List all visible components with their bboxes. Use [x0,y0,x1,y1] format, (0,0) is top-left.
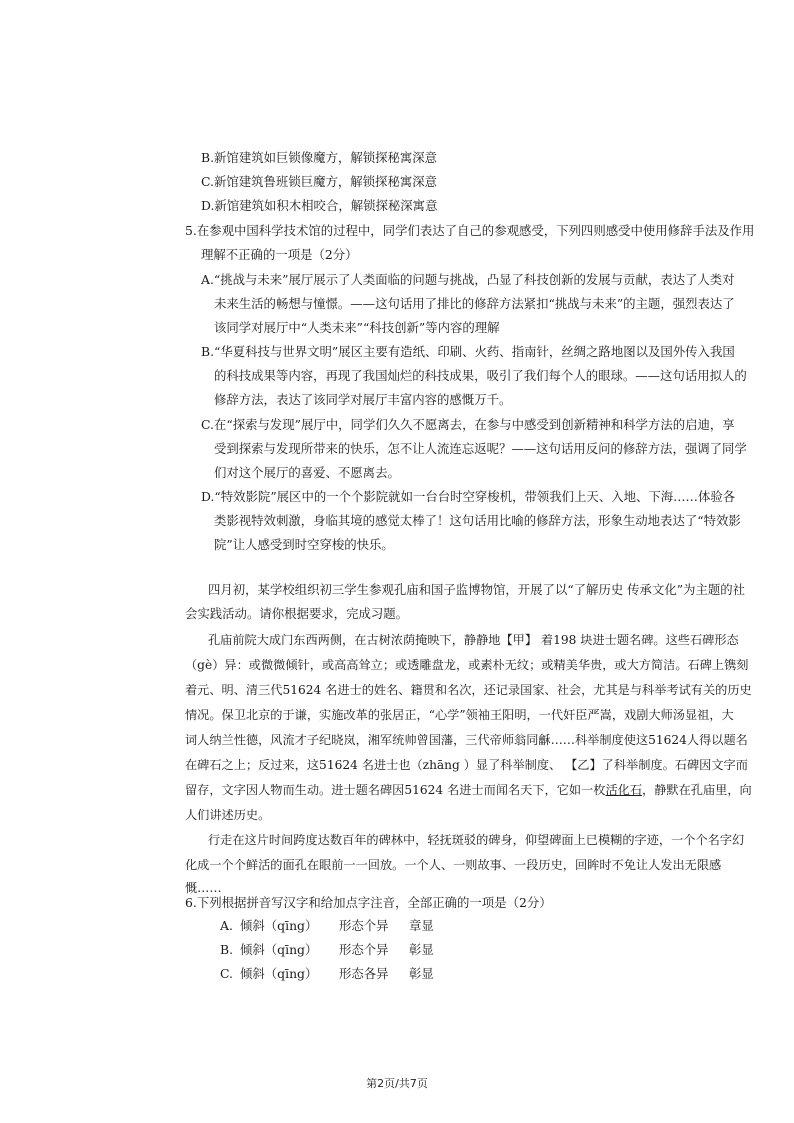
passage-line-4: 情况。保卫北京的于谦，实施改革的张居正，“心学”领袖王阳明，一代奸臣严嵩，戏剧大师汤显祖，大 [185,708,734,722]
passage-line-8: 人们讲述历史。 [185,808,271,822]
q6-option-a-letter: A. [220,918,233,933]
q5-option-c-line-1: C.在“探索与发现”展厅中，同学们久久不愿离去，在参与中感受到创新精神和科学方法的启迪，享 [201,417,735,432]
q6-option-b-letter: B. [220,942,234,957]
q6-option-c-word-3: 彰显 [409,966,434,981]
q4-option-b: B.新馆建筑如巨锁像魔方，解锁探秘寓深意 [201,150,438,165]
passage-line-11: 慨…… [185,881,222,895]
q6-option-a-word-3: 章显 [409,918,434,933]
q6-option-b-word-1: 倾斜（qīng） [240,942,318,957]
q5-option-a-line-2: 未来生活的畅想与憧憬。——这句话用了排比的修辞方法紧扣“挑战与未来”的主题，强烈表达了 [214,296,735,311]
passage-line-7-end: ，静默在孔庙里，向 [642,783,752,797]
q6-stem: 6.下列根据拼音写汉字和给加点字注音，全部正确的一项是（2分） [185,895,552,910]
q6-option-b-word-2: 形态个异 [339,942,389,957]
q6-option-c-word-2: 形态各异 [339,966,389,981]
passage-line-9: 行走在这片时间跨度达数百年的碑林中，轻抚斑驳的碑身，仰望碑面上已模糊的字迹，一个个名字幻 [208,833,745,847]
q5-stem-line-1: 5.在参观中国科学技术馆的过程中，同学们表达了自己的参观感受，下列四则感受中使用修辞手法及作用 [185,223,755,238]
passage-line-1: 孔庙前院大成门东西两侧，在古树浓荫掩映下，静静地【甲】 着198 块进士题名碑。这些石碑形态 [208,633,739,647]
q4-option-d: D.新馆建筑如积木相咬合，解锁探秘深寓意 [201,198,438,213]
q5-option-b-line-1: B.“华夏科技与世界文明”展区主要有造纸、印刷、火药、指南针，丝绸之路地图以及国外传入我国 [201,344,735,359]
passage-line-2: （gè）异：或微微倾针，或高高耸立；或透雕盘龙，或素朴无纹；或精美华贵，或大方简洁。石碑上镌刻 [185,658,749,672]
q6-option-c [220,966,434,982]
q5-stem-line-2: 理解不正确的一项是（2分） [201,247,358,262]
underlined-phrase: 活化石 [605,783,643,797]
intro-line-1: 四月初，某学校组织初三学生参观孔庙和国子监博物馆，开展了以“了解历史 传承文化”为主题的社 [208,582,746,597]
q5-option-b-line-2: 的科技成果等内容，再现了我国灿烂的科技成果，吸引了我们每个人的眼球。——这句话用拟人的 [214,368,747,383]
q5-option-a-line-3: 该同学对展厅中“人类未来”“科技创新”等内容的理解 [214,320,500,335]
passage-line-10: 化成一个个鲜活的面孔在眼前一一回放。一个人、一则故事、一段历史，回眸时不免让人发出无限感 [185,858,722,872]
passage-line-3: 着元、明、清三代51624 名进士的姓名、籍贯和名次，还记录国家、社会，尤其是与科举考试有关的历史 [185,683,752,697]
passage-line-6: 在碑石之上；反过来，这51624 名进士也（zhāng ）显了科举制度、 【乙】了科举制度。石碑因文字而 [185,758,748,772]
passage-line-7 [185,782,752,798]
q5-option-b-line-3: 修辞方法，表达了该同学对展厅丰富内容的感慨万千。 [214,392,512,407]
q6-option-a-word-2: 形态个异 [339,918,389,933]
q6-option-b-word-3: 彰显 [409,942,434,957]
q6-option-a-word-1: 倾斜（qīng） [240,918,318,933]
page-number-footer: 第2页/共7页 [366,1077,428,1090]
q6-option-c-word-1: 倾斜（qīng） [240,966,318,981]
passage-line-5: 词人纳兰性德，风流才子纪晓岚，湘军统帅曾国藩，三代帝师翁同龢……科举制度使这51624人得以题名 [185,733,748,747]
q6-option-c-letter: C. [220,966,233,981]
q6-option-a [220,918,434,934]
q5-option-d-line-2: 类影视特效刺激，身临其境的感觉太棒了！这句话用比喻的修辞方法，形象生动地表达了“特效影 [214,513,741,528]
q5-option-a-line-1: A.“挑战与未来”展厅展示了人类面临的问题与挑战，凸显了科技创新的发展与贡献，表达了人类对 [201,272,735,287]
q4-option-c: C.新馆建筑鲁班锁巨魔方，解锁探秘寓深意 [201,174,438,189]
q5-option-c-line-3: 们对这个展厅的喜爱、不愿离去。 [214,465,400,480]
q5-option-c-line-2: 受到探索与发现所带来的快乐，怎不让人流连忘返呢？——这句话用反问的修辞方法，强调了同学 [214,441,747,456]
q5-option-d-line-1: D.“特效影院”展区中的一个个影院就如一台台时空穿梭机，带领我们上天、入地、下海……体验各 [201,489,736,504]
passage-line-7-start: 留存，文字因人物而生动。进士题名碑因51624 名进士而闻名天下，它如一枚 [185,783,606,797]
intro-line-2: 会实践活动。请你根据要求，完成习题。 [185,606,409,621]
q5-option-d-line-3: 院”让人感受到时空穿梭的快乐。 [214,537,394,552]
q6-option-b [220,942,434,958]
